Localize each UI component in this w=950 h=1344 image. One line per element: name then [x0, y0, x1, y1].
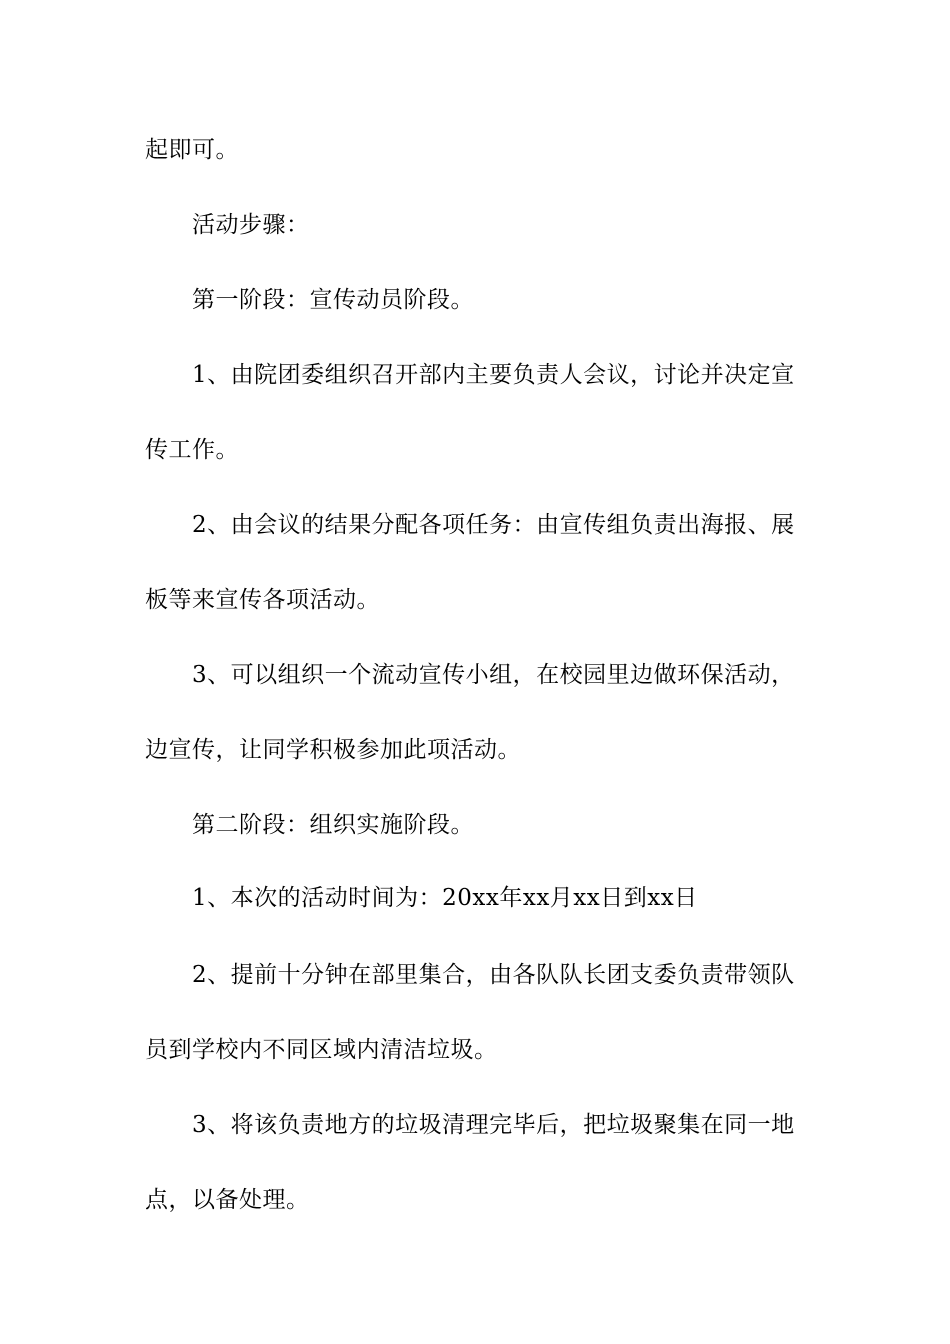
stage-one-item-2-line-1: 2、由会议的结果分配各项任务：由宣传组负责出海报、展	[192, 512, 795, 538]
stage-one-item-1-line-1: 1、由院团委组织召开部内主要负责人会议，讨论并决定宣	[192, 362, 795, 388]
stage-two-heading: 第二阶段：组织实施阶段。	[192, 812, 474, 838]
paragraph-line: 起即可。	[145, 137, 239, 163]
stage-two-item-1: 1、本次的活动时间为：20xx年xx月xx日到xx日	[192, 885, 698, 911]
stage-one-item-2-line-2: 板等来宣传各项活动。	[145, 587, 380, 613]
stage-two-item-3-line-2: 点，以备处理。	[145, 1187, 310, 1213]
stage-one-heading: 第一阶段：宣传动员阶段。	[192, 287, 474, 313]
stage-one-item-1-line-2: 传工作。	[145, 437, 239, 463]
stage-two-item-2-line-1: 2、提前十分钟在部里集合，由各队队长团支委负责带领队	[192, 962, 795, 988]
stage-one-item-3-line-2: 边宣传，让同学积极参加此项活动。	[145, 737, 521, 763]
stage-one-item-3-line-1: 3、可以组织一个流动宣传小组，在校园里边做环保活动，	[192, 662, 795, 688]
stage-two-item-3-line-1: 3、将该负责地方的垃圾清理完毕后，把垃圾聚集在同一地	[192, 1112, 795, 1138]
stage-two-item-2-line-2: 员到学校内不同区域内清洁垃圾。	[145, 1037, 498, 1063]
section-heading-activity-steps: 活动步骤：	[192, 212, 310, 238]
